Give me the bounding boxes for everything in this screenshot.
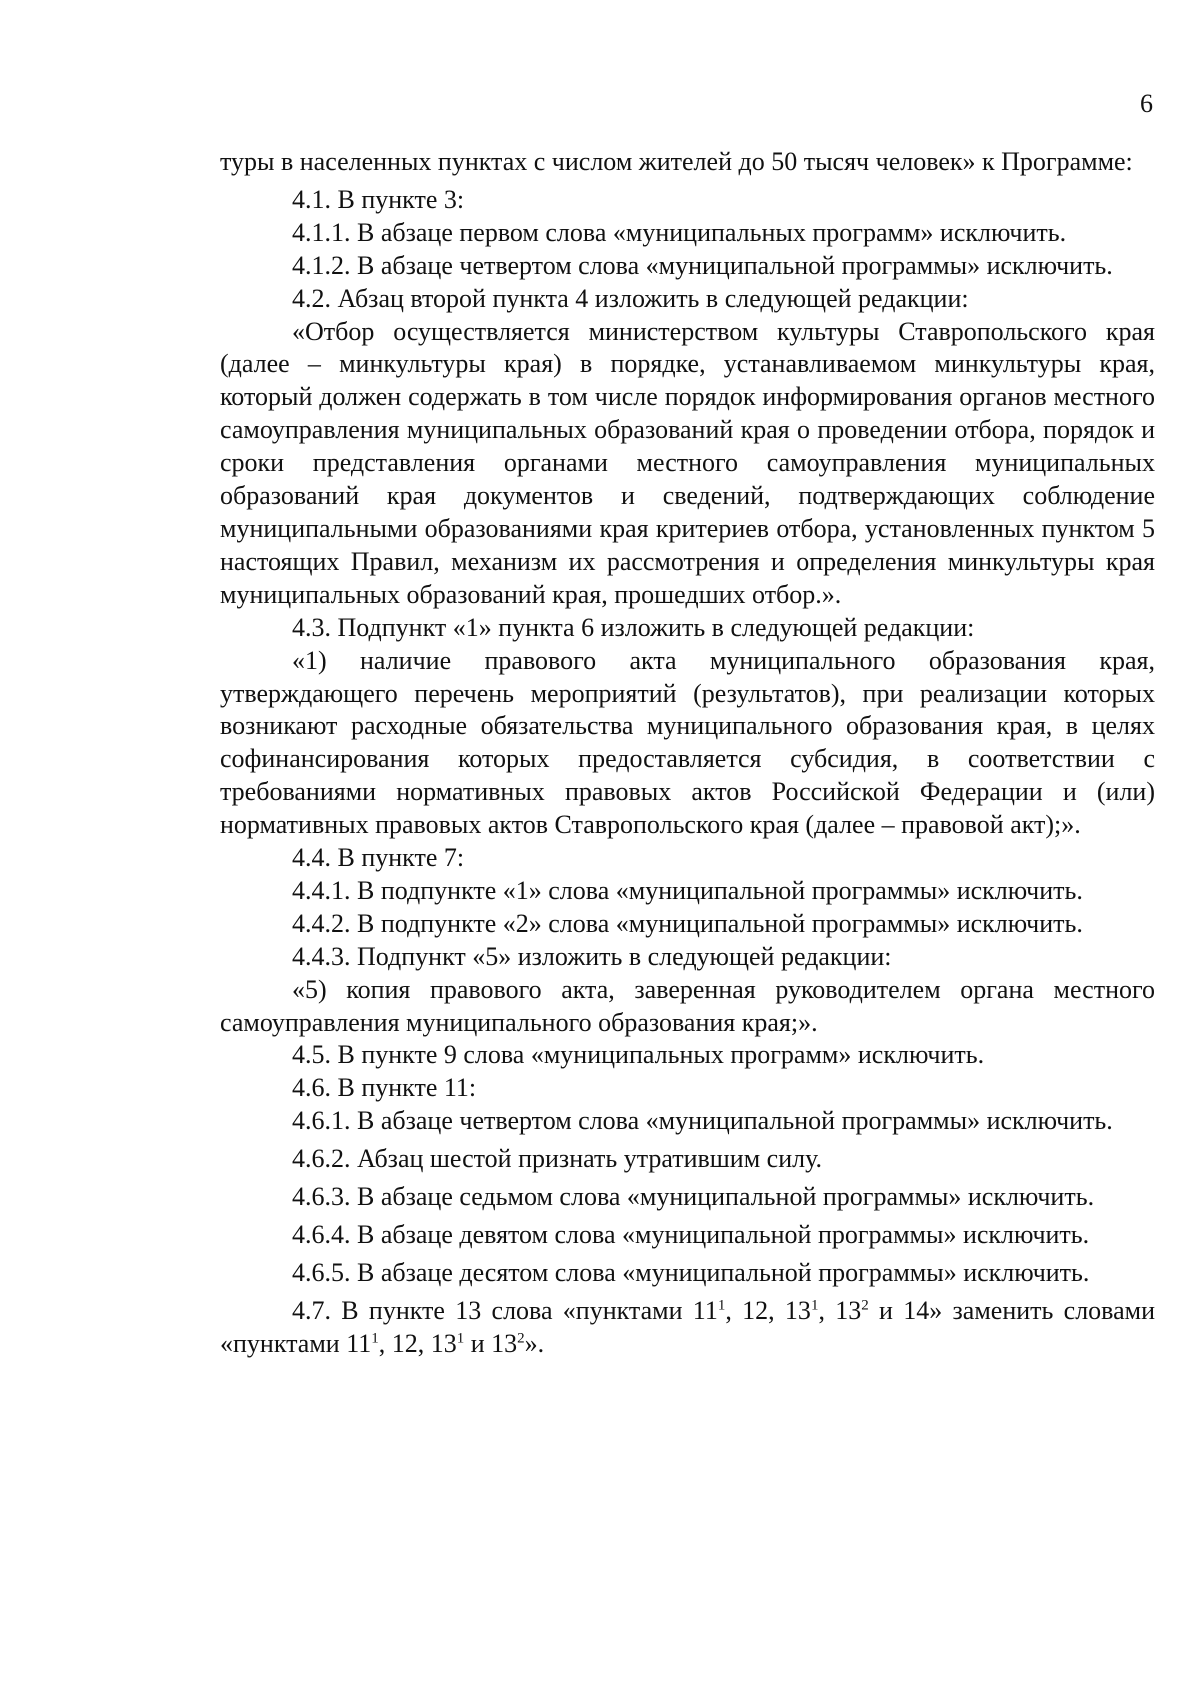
paragraph-4-6-3: 4.6.3. В абзаце седьмом слова «муниципальной программы» исключить. [292,1182,1095,1212]
paragraph-4-2-quote: «Отбор осуществляется министерством культуры Ставропольского края (далее – минкультуры края) в порядке, устанавливаемом минкультуры края, который должен содержать в том числе порядок информирования органов местного самоуправления муниципальных образований края о проведении отбора, порядок и сроки представления органами местного самоуправления муниципальных образований края документов и сведений, подтверждающих соблюдение муниципальными образованиями края критериев отбора, установленных пунктом 5 настоящих Правил, механизм их рассмотрения и определения минкультуры края муниципальных образований края, прошедших отбор.». [220,316,1155,609]
paragraph-4-7-text: ». [524,1328,545,1358]
paragraph-4-6-2: 4.6.2. Абзац шестой признать утратившим силу. [292,1144,823,1174]
superscript: 2 [861,1297,869,1314]
paragraph-4-7-text: , 12, 13 [725,1295,811,1325]
paragraph-4-4: 4.4. В пункте 7: [292,843,465,873]
paragraph-4-4-1: 4.4.1. В подпункте «1» слова «муниципальной программы» исключить. [292,875,1083,905]
paragraph-4-7-text: , 12, 13 [378,1328,457,1358]
paragraph-4-4-2: 4.4.2. В подпункте «2» слова «муниципальной программы» исключить. [292,908,1083,938]
paragraph-4-1: 4.1. В пункте 3: [292,184,465,214]
paragraph-4-7-text: , 13 [818,1295,862,1325]
paragraph-4-7-text: и 14» заменить словами «пунктами 11 [220,1295,1156,1358]
paragraph-4-7 [220,1295,1155,1361]
superscript: 1 [810,1297,819,1314]
paragraph-4-6-1: 4.6.1. В абзаце четвертом слова «муниципальной программы» исключить. [292,1106,1113,1136]
paragraph-4-6-4: 4.6.4. В абзаце девятом слова «муниципальной программы» исключить. [292,1220,1090,1249]
paragraph-4-4-3-quote: «5) копия правового акта, заверенная руководителем органа местного самоуправления муниципального образования края;». [220,974,1155,1037]
superscript: 1 [456,1330,465,1347]
superscript: 1 [717,1297,726,1314]
paragraph-4-2: 4.2. Абзац второй пункта 4 изложить в следующей редакции: [292,283,969,313]
paragraph-4-7-text: 4.7. В пункте 13 слова «пунктами 11 [292,1295,718,1325]
paragraph-continuation: туры в населенных пунктах с числом жителей до 50 тысяч человек» к Программе: [220,147,1133,176]
superscript: 2 [517,1330,525,1347]
superscript: 1 [371,1330,379,1347]
page-number: 6 [1140,89,1153,118]
paragraph-4-1-1: 4.1.1. В абзаце первом слова «муниципальных программ» исключить. [292,217,1067,247]
document-body [220,146,1155,1361]
paragraph-4-4-3: 4.4.3. Подпункт «5» изложить в следующей редакции: [292,941,892,971]
paragraph-4-5: 4.5. В пункте 9 слова «муниципальных программ» исключить. [292,1040,985,1070]
paragraph-4-6: 4.6. В пункте 11: [292,1073,477,1103]
paragraph-4-3: 4.3. Подпункт «1» пункта 6 изложить в следующей редакции: [292,612,975,642]
paragraph-4-1-2: 4.1.2. В абзаце четвертом слова «муниципальной программы» исключить. [292,250,1113,280]
paragraph-4-7-text: и 13 [464,1328,518,1358]
paragraph-4-6-5: 4.6.5. В абзаце десятом слова «муниципальной программы» исключить. [292,1257,1090,1287]
paragraph-4-3-quote: «1) наличие правового акта муниципального образования края, утверждающего перечень мероприятий (результатов), при реализации которых возникают расходные обязательства муниципального образования края, в целях софинансирования которых предоставляется субсидия, в соответствии с требованиями нормативных правовых актов Российской Федерации и (или) нормативных правовых актов Ставропольского края (далее – правовой акт);». [220,645,1155,840]
